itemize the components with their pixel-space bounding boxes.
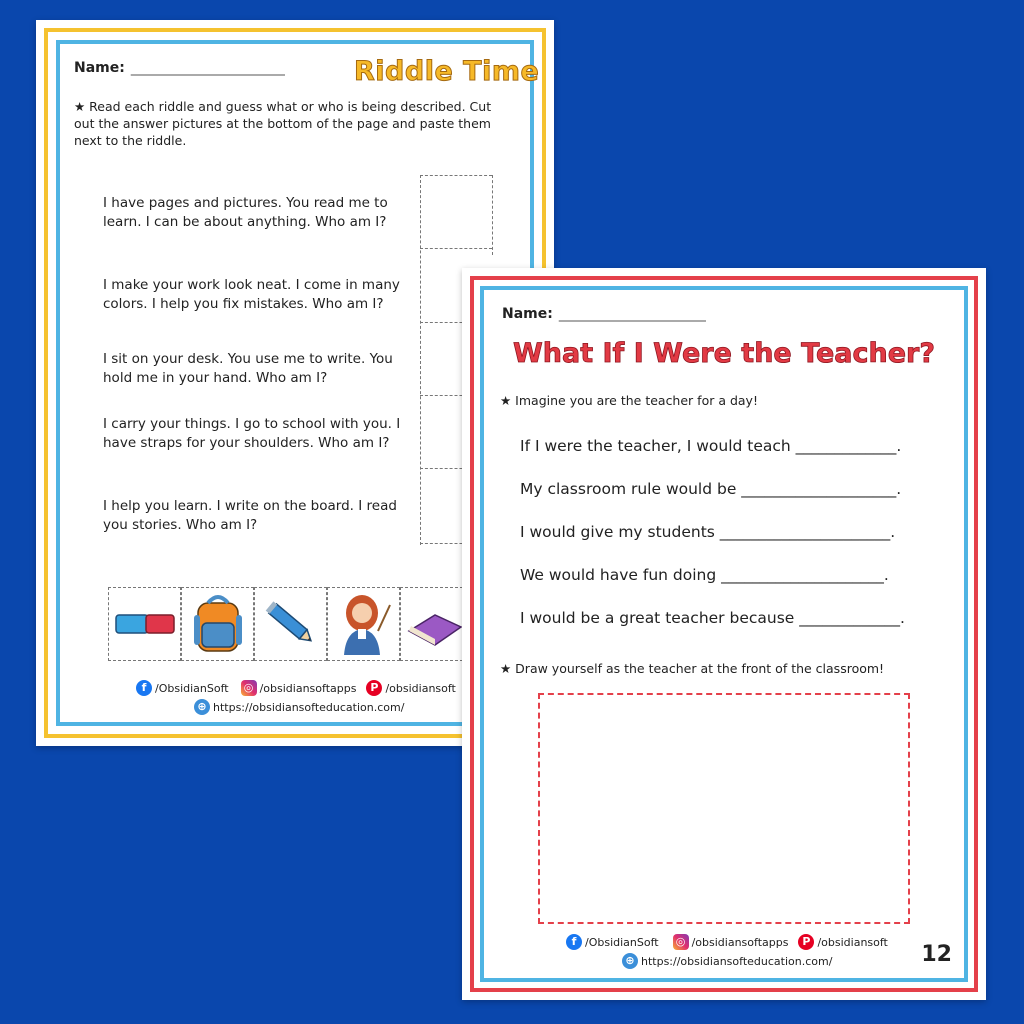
- eraser-icon: [114, 609, 176, 639]
- facebook-icon: f: [136, 680, 152, 696]
- name-blank: _____________________: [558, 306, 706, 322]
- instagram-link[interactable]: /obsidiansoftapps: [691, 935, 789, 949]
- riddle-5: I help you learn. I write on the board. I read you stories. Who am I?: [103, 498, 397, 533]
- prompt-2: My classroom rule would be ____________________.: [520, 480, 902, 498]
- prompt-3: I would give my students ______________________.: [520, 523, 896, 541]
- prompt-5: I would be a great teacher because _____________.: [520, 609, 905, 627]
- instagram-icon: ◎: [673, 934, 689, 950]
- pinterest-icon: P: [366, 680, 382, 696]
- page-number: 12: [921, 942, 952, 967]
- website-link[interactable]: https://obsidiansofteducation.com/: [641, 954, 833, 968]
- answer-box-divider: [420, 175, 492, 176]
- page-title: What If I Were the Teacher?: [512, 338, 936, 369]
- prompt-1: If I were the teacher, I would teach _____________.: [520, 437, 902, 455]
- instructions: ★ Imagine you are the teacher for a day!: [500, 393, 758, 408]
- website-link[interactable]: https://obsidiansofteducation.com/: [213, 700, 405, 714]
- answer-box-edge: [492, 175, 493, 255]
- answer-cutouts: [108, 587, 468, 661]
- social-links: [566, 934, 888, 950]
- cutout-pencil[interactable]: [254, 587, 327, 661]
- teacher-icon: [334, 591, 394, 657]
- pinterest-link[interactable]: /obsidiansoft: [385, 681, 456, 695]
- name-field: [502, 306, 706, 322]
- pinterest-link[interactable]: /obsidiansoft: [817, 935, 888, 949]
- drawing-area[interactable]: [538, 693, 910, 924]
- website-line: [194, 699, 404, 715]
- pinterest-icon: P: [798, 934, 814, 950]
- name-field: [74, 60, 285, 76]
- facebook-icon: f: [566, 934, 582, 950]
- cutout-teacher[interactable]: [327, 587, 400, 661]
- riddle-3: I sit on your desk. You use me to write. You hold me in your hand. Who am I?: [103, 351, 393, 386]
- facebook-link[interactable]: /ObsidianSoft: [155, 681, 229, 695]
- facebook-link[interactable]: /ObsidianSoft: [585, 935, 659, 949]
- page-title: Riddle Time: [354, 56, 540, 87]
- cutout-backpack[interactable]: [181, 587, 254, 661]
- instagram-link[interactable]: /obsidiansoftapps: [259, 681, 357, 695]
- riddle-2: I make your work look neat. I come in many colors. I help you fix mistakes. Who am I?: [103, 277, 400, 312]
- social-links: [136, 680, 456, 696]
- prompt-4: We would have fun doing _____________________.: [520, 566, 889, 584]
- backpack-icon: [188, 591, 248, 657]
- cutout-book[interactable]: [400, 587, 468, 661]
- name-blank: ______________________: [130, 60, 285, 76]
- name-label: Name:: [74, 60, 125, 76]
- riddle-1: I have pages and pictures. You read me to learn. I can be about anything. Who am I?: [103, 195, 388, 230]
- globe-icon: ⊕: [194, 699, 210, 715]
- riddle-4: I carry your things. I go to school with you. I have straps for your shoulders. Who am I?: [103, 416, 401, 451]
- pencil-icon: [261, 594, 321, 654]
- instagram-icon: ◎: [241, 680, 257, 696]
- book-icon: [405, 599, 465, 649]
- cutout-eraser[interactable]: [108, 587, 181, 661]
- globe-icon: ⊕: [622, 953, 638, 969]
- instructions: ★ Read each riddle and guess what or who is being described. Cut out the answer pictures at the bottom of the page and paste them next to the riddle.: [74, 99, 492, 148]
- teacher-worksheet: [462, 268, 986, 1000]
- answer-box-edge: [420, 175, 421, 545]
- website-line: [622, 953, 832, 969]
- answer-box-divider: [420, 248, 492, 249]
- draw-instructions: ★ Draw yourself as the teacher at the front of the classroom!: [500, 661, 885, 676]
- name-label: Name:: [502, 306, 553, 322]
